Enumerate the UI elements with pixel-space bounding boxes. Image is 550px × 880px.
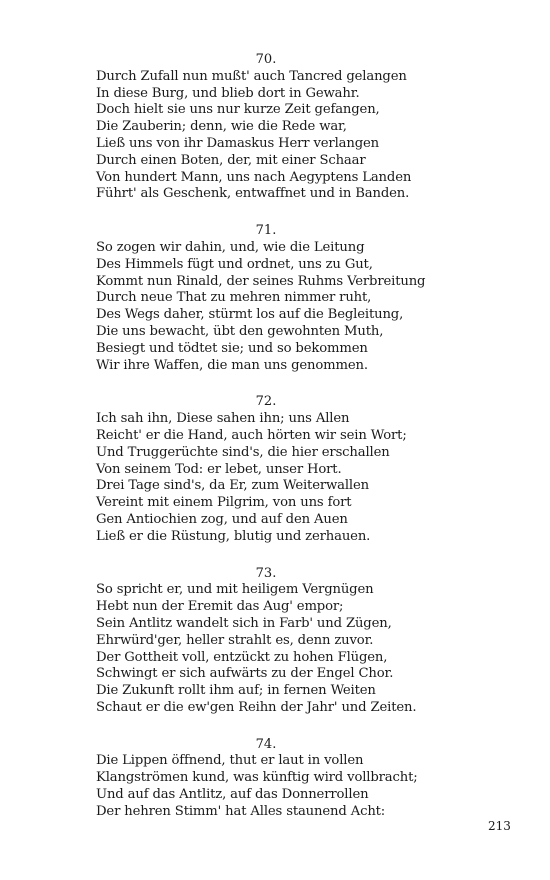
stanza-70 [96,52,436,203]
verse-line: Die uns bewacht, übt den gewohnten Muth, [96,323,384,339]
stanza-71 [96,223,436,374]
verse-line: Ehrwürd'ger, heller strahlt es, denn zuvor. [96,632,374,648]
verse-line: Durch einen Boten, der, mit einer Schaar [96,152,366,168]
verse-line: Die Lippen öffnend, thut er laut in vollen [96,753,364,769]
stanza-number: 73. [255,565,277,581]
verse-line: Und auf das Antlitz, auf das Donnerrollen [96,787,369,803]
verse-line: Führt' als Geschenk, entwaffnet und in Banden. [96,186,410,202]
verse-line: In diese Burg, und blieb dort in Gewahr. [96,85,360,101]
verse-line: Des Himmels fügt und ordnet, uns zu Gut, [96,256,373,272]
stanza-number: 74. [255,736,277,752]
verse-line: Sein Antlitz wandelt sich in Farb' und Zügen, [96,615,392,631]
verse-line: Hebt nun der Eremit das Aug' empor; [96,599,344,615]
stanza-number: 72. [255,394,277,410]
verse-line: Schwingt er sich aufwärts zu der Engel Chor. [96,666,394,682]
verse-line: Von hundert Mann, uns nach Aegyptens Landen [96,169,412,185]
verse-line: Drei Tage sind's, da Er, zum Weiterwallen [96,478,369,494]
verse-line: So spricht er, und mit heiligem Vergnügen [96,582,374,598]
verse-line: Der Gottheit voll, entzückt zu hohen Flügen, [96,649,388,665]
verse-line: Kommt nun Rinald, der seines Ruhms Verbreitung [96,273,426,289]
verse-line: Die Zukunft rollt ihm auf; in fernen Weiten [96,683,376,699]
stanza-number: 70. [255,52,277,67]
verse-line: So zogen wir dahin, und, wie die Leitung [96,239,365,255]
verse-line: Des Wegs daher, stürmt los auf die Begleitung, [96,307,404,323]
verse-line: Schaut er die ew'gen Reihn der Jahr' und Zeiten. [96,699,417,715]
verse-line: Durch neue That zu mehren nimmer ruht, [96,290,372,306]
verse-line: Besiegt und tödtet sie; und so bekommen [96,340,368,356]
verse-line: Von seinem Tod: er lebet, unser Hort. [96,461,342,477]
stanza-74 [96,737,436,821]
verse-line: Klangströmen kund, was künftig wird vollbracht; [96,770,418,786]
verse-line: Und Truggerüchte sind's, die hier erschallen [96,444,390,460]
stanza-number: 71. [255,223,277,239]
verse-line: Durch Zufall nun mußt' auch Tancred gelangen [96,68,407,84]
verse-line: Doch hielt sie uns nur kurze Zeit gefangen, [96,102,380,118]
verse-line: Ließ uns von ihr Damaskus Herr verlangen [96,135,379,151]
stanza-72 [96,394,436,545]
verse-line: Ließ er die Rüstung, blutig und zerhauen. [96,528,371,544]
stanza-73 [96,566,436,717]
verse-line: Wir ihre Waffen, die man uns genommen. [96,357,368,373]
verse-line: Reicht' er die Hand, auch hörten wir sein Wort; [96,427,407,443]
verse-line: Ich sah ihn, Diese sahen ihn; uns Allen [96,411,350,427]
page-body [96,52,436,841]
verse-line: Die Zauberin; denn, wie die Rede war, [96,119,347,135]
verse-line: Gen Antiochien zog, und auf den Auen [96,511,348,527]
verse-line: Der hehren Stimm' hat Alles staunend Acht: [96,803,386,819]
verse-line: Vereint mit einem Pilgrim, von uns fort [96,495,352,511]
page-number: 213 [488,819,511,833]
